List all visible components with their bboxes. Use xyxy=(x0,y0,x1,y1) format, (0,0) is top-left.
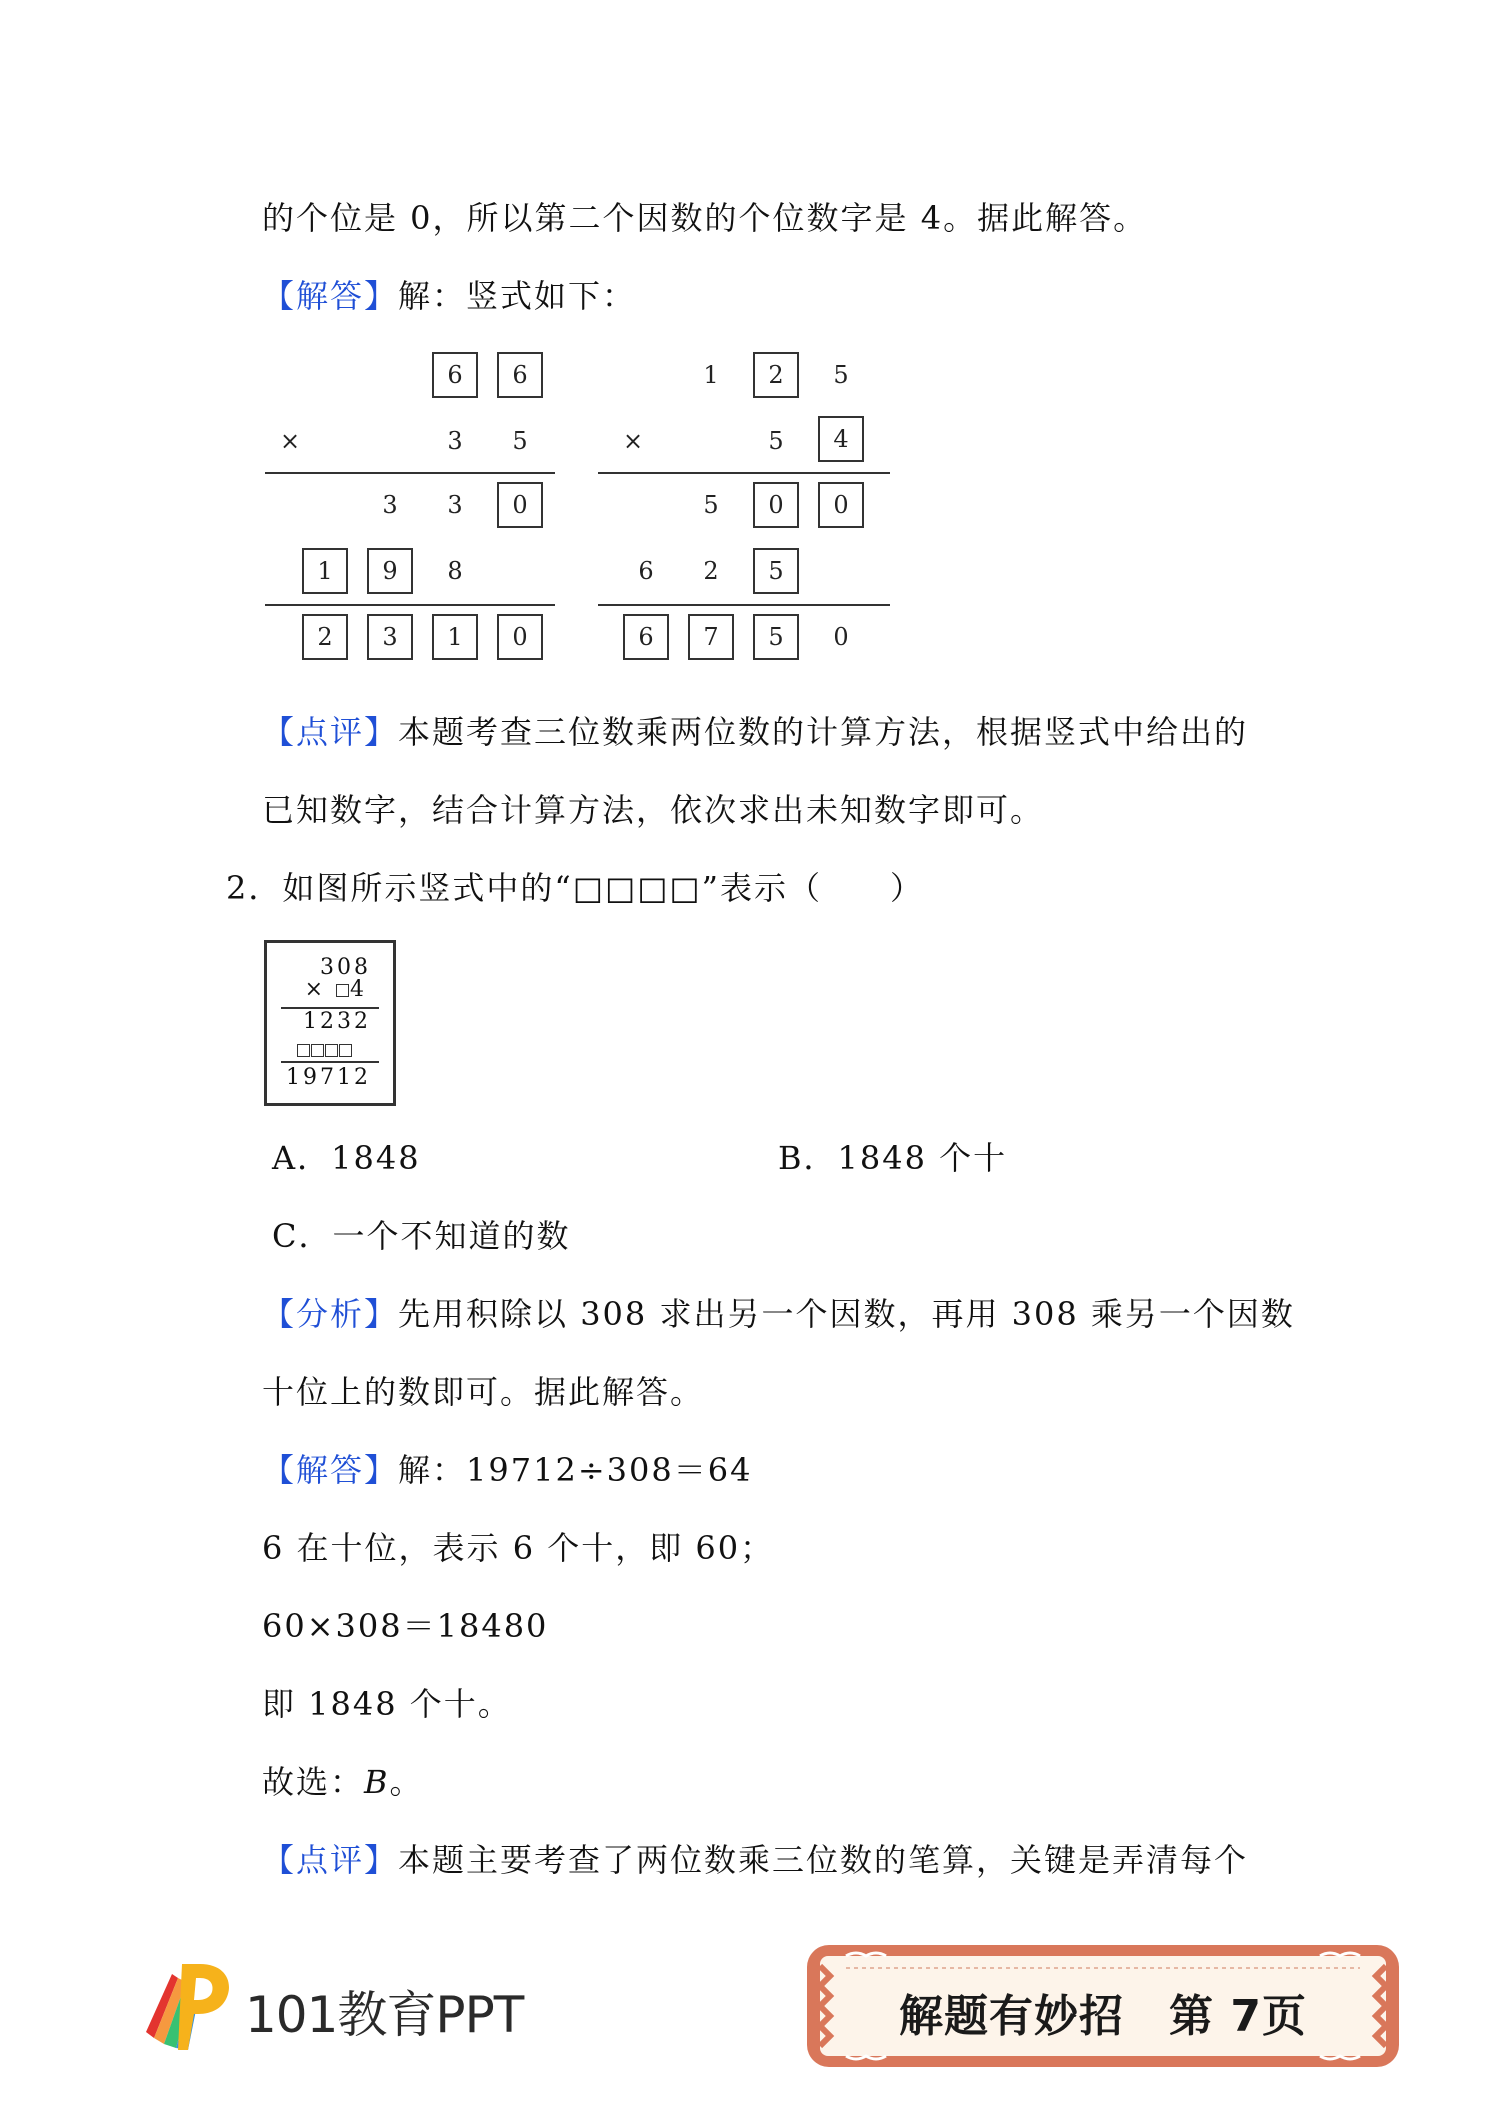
blank-box xyxy=(311,1044,324,1057)
digit: 3 xyxy=(447,491,463,519)
answer-text: 解：竖式如下： xyxy=(398,277,637,315)
digit-box: 5 xyxy=(753,548,799,594)
analysis-tag: 【分析】 xyxy=(262,1295,399,1333)
rule xyxy=(598,472,890,474)
text-line: 即 1848 个十。 xyxy=(262,1685,512,1723)
fig-product: 19712 xyxy=(286,1065,371,1090)
digit-box: 2 xyxy=(753,352,799,398)
fig-rule xyxy=(281,1061,379,1063)
digit-box: 1 xyxy=(432,614,478,660)
review-text: 本题主要考查了两位数乘三位数的笔算，关键是弄清每个 xyxy=(398,1841,1249,1879)
page-badge-frame xyxy=(806,1944,1400,2068)
fig-times-sign: × xyxy=(304,977,326,1002)
digit-box: 6 xyxy=(432,352,478,398)
digit: 0 xyxy=(833,623,849,651)
digit: 5 xyxy=(703,491,719,519)
digit: 5 xyxy=(512,427,528,455)
review-tag: 【点评】 xyxy=(262,713,399,751)
digit: 3 xyxy=(382,491,398,519)
digit-box: 1 xyxy=(302,548,348,594)
digit: 5 xyxy=(833,361,849,389)
digit-box: 0 xyxy=(497,482,543,528)
option-b[interactable]: B．1848 个十 xyxy=(778,1139,1008,1177)
review-line xyxy=(262,710,1248,754)
question-2: 2．如图所示竖式中的“□□□□”表示（ ） xyxy=(226,869,925,907)
option-c[interactable]: C．一个不知道的数 xyxy=(272,1217,571,1255)
digit: 2 xyxy=(703,557,719,585)
digit-box: 0 xyxy=(753,482,799,528)
answer-tag: 【解答】 xyxy=(262,1451,399,1489)
calc-right xyxy=(598,350,890,670)
answer-tag: 【解答】 xyxy=(262,277,399,315)
digit-box: 4 xyxy=(818,416,864,462)
rule xyxy=(598,604,890,606)
choice-line xyxy=(262,1760,424,1804)
fig-partial-1: 1232 xyxy=(303,1009,371,1034)
text-line: 十位上的数即可。据此解答。 xyxy=(262,1373,705,1411)
answer-line xyxy=(262,274,636,318)
digit: 1 xyxy=(703,361,719,389)
digit: 6 xyxy=(638,557,654,585)
fig-multiplicand: 308 xyxy=(320,955,371,980)
blank-box xyxy=(339,1044,352,1057)
calc-left xyxy=(265,350,555,670)
fig-partial-2 xyxy=(297,1037,353,1062)
digit-box: 6 xyxy=(623,614,669,660)
digit-box: 0 xyxy=(818,482,864,528)
digit: 8 xyxy=(447,557,463,585)
logo-text: 101教育PPT xyxy=(245,1986,524,2044)
choice-prefix: 故选： xyxy=(262,1763,365,1801)
choice-end: 。 xyxy=(389,1763,424,1801)
analysis-line xyxy=(262,1292,1295,1336)
logo-icon xyxy=(138,1954,238,2054)
text-line: 60×308＝18480 xyxy=(262,1607,549,1645)
text-line: 的个位是 0，所以第二个因数的个位数字是 4。据此解答。 xyxy=(262,199,1148,237)
review-line xyxy=(262,1838,1248,1882)
question-figure xyxy=(264,940,396,1106)
page-badge-text: 解题有妙招 第 7页 xyxy=(899,1991,1307,2042)
digit-box: 3 xyxy=(367,614,413,660)
fig-multiplier-digit: 4 xyxy=(350,977,367,1002)
digit: 5 xyxy=(768,427,784,455)
digit-box: 0 xyxy=(497,614,543,660)
option-a[interactable]: A．1848 xyxy=(272,1139,421,1177)
digit-box: 5 xyxy=(753,614,799,660)
fig-multiplier xyxy=(305,977,367,1002)
times-sign: × xyxy=(622,427,644,455)
rule xyxy=(265,472,555,474)
review-tag: 【点评】 xyxy=(262,1841,399,1879)
digit: 3 xyxy=(447,427,463,455)
text-line: 已知数字，结合计算方法，依次求出未知数字即可。 xyxy=(262,791,1045,829)
digit-box: 6 xyxy=(497,352,543,398)
digit-box: 9 xyxy=(367,548,413,594)
blank-box xyxy=(325,1044,338,1057)
blank-box xyxy=(336,984,349,997)
review-text: 本题考查三位数乘两位数的计算方法，根据竖式中给出的 xyxy=(398,713,1249,751)
blank-box xyxy=(297,1044,310,1057)
text-line: 6 在十位，表示 6 个十，即 60； xyxy=(262,1529,775,1567)
answer-text: 解：19712÷308＝64 xyxy=(398,1451,753,1489)
rule xyxy=(265,604,555,606)
choice-answer: B xyxy=(364,1763,390,1801)
digit-box: 7 xyxy=(688,614,734,660)
digit-box: 2 xyxy=(302,614,348,660)
times-sign: × xyxy=(279,427,301,455)
analysis-text: 先用积除以 308 求出另一个因数，再用 308 乘另一个因数 xyxy=(398,1295,1295,1333)
answer-line xyxy=(262,1448,752,1492)
